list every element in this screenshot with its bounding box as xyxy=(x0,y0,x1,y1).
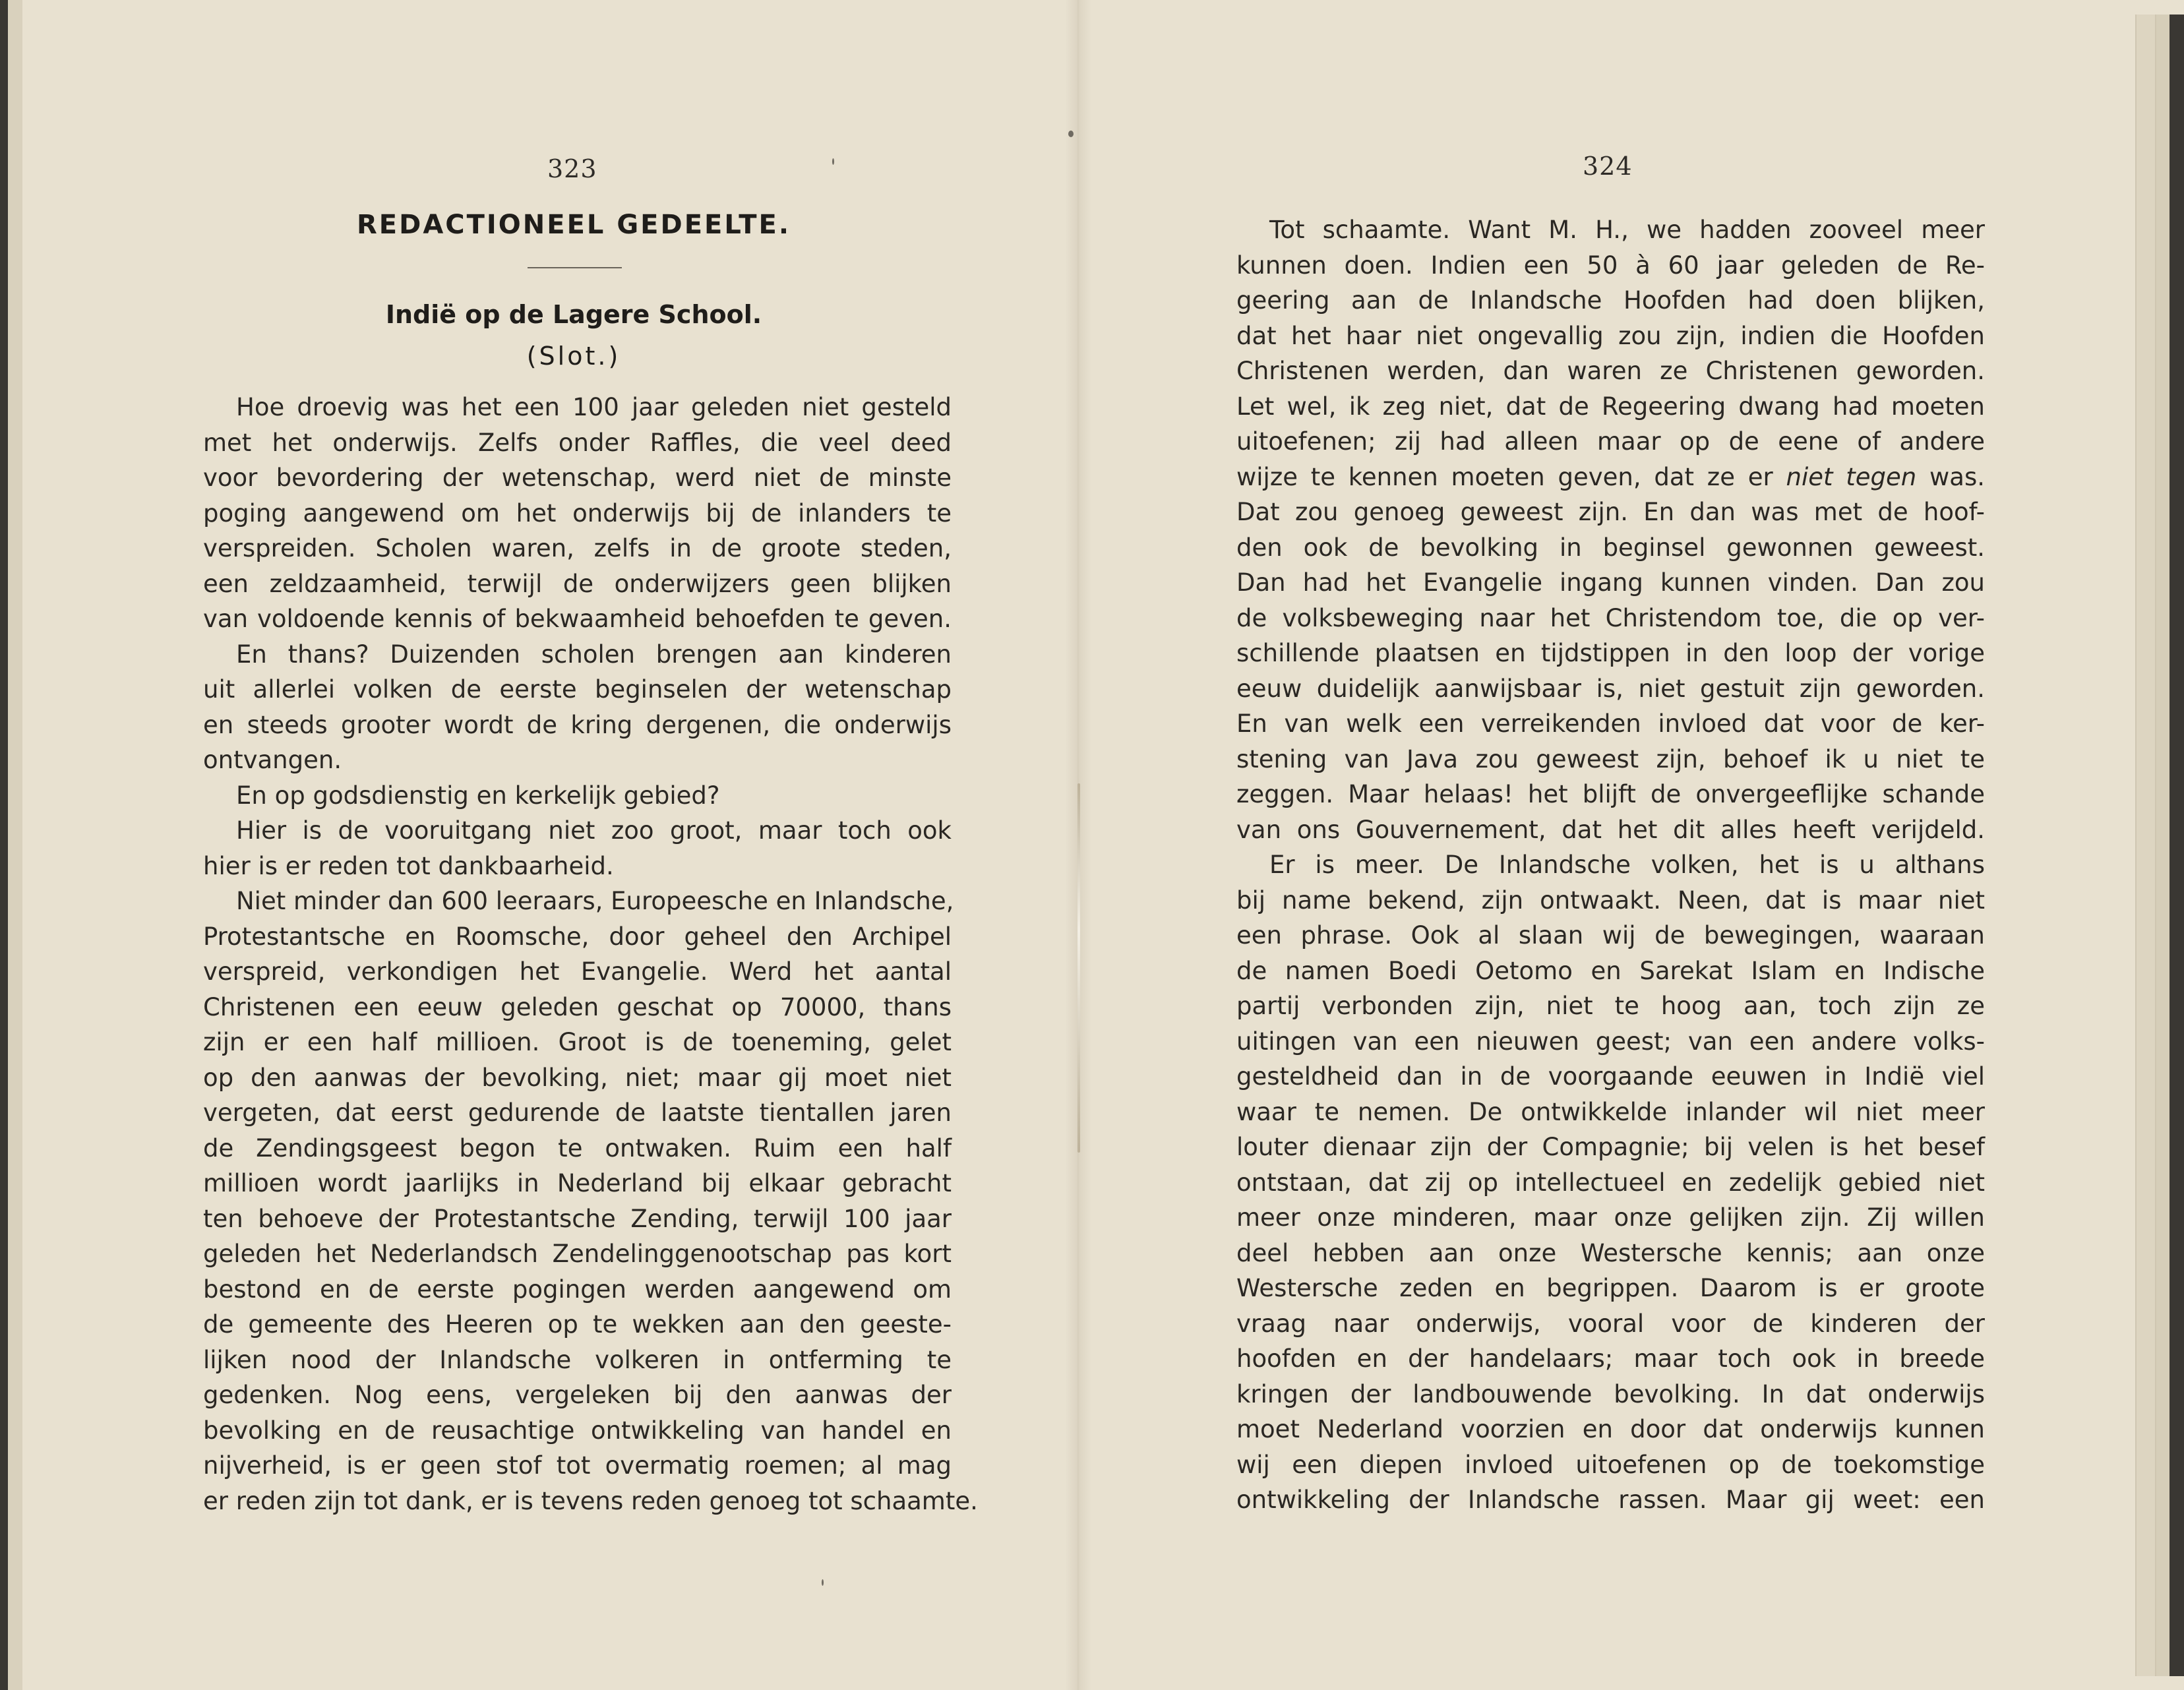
text-line: op den aanwas der bevolking, niet; maar gij moet niet xyxy=(203,1063,952,1092)
text-line: van ons Gouvernement, dat het dit alles heeft verijdeld. xyxy=(1236,815,1985,844)
section-heading: REDACTIONEEL GEDEELTE. xyxy=(356,210,791,240)
text-line-with-emphasis xyxy=(1236,460,1985,495)
text-line: Protestantsche en Roomsche, door geheel den Archipel xyxy=(203,922,952,951)
page-number-right: 324 xyxy=(1583,152,1633,181)
text-line: meer onze minderen, maar onze gelijken zijn. Zij willen xyxy=(1236,1203,1985,1232)
text-line: schillende plaatsen en tijdstippen in den loop der vorige xyxy=(1236,639,1985,667)
text-line: Hoe droevig was het een 100 jaar geleden niet gesteld xyxy=(236,393,952,421)
text-line: hier is er reden tot dankbaarheid. xyxy=(203,851,614,880)
right-page-text xyxy=(1236,212,1985,1518)
page-edges xyxy=(2135,15,2156,1676)
text-line: den ook de bevolking in beginsel gewonnen geweest. xyxy=(1236,533,1985,562)
text-line: louter dienaar zijn der Compagnie; bij velen is het besef xyxy=(1236,1133,1985,1161)
left-page-text xyxy=(203,390,978,1519)
text-line: hoofden en der handelaars; maar toch ook in breede xyxy=(1236,1344,1985,1373)
text-line: geleden het Nederlandsch Zendelinggenootschap pas kort xyxy=(203,1240,952,1268)
text-line: kunnen doen. Indien een 50 à 60 jaar geleden de Re- xyxy=(1236,251,1985,280)
text-line: En op godsdienstig en kerkelijk gebied? xyxy=(236,781,720,810)
text-line: wij een diepen invloed uitoefenen op de toekomstige xyxy=(1236,1450,1985,1479)
text-fragment: wijze te kennen moeten geven, dat ze er xyxy=(1236,462,1773,491)
text-line: dat het haar niet ongevallig zou zijn, indien die Hoofden xyxy=(1236,321,1985,350)
text-line: stening van Java zou geweest zijn, behoef ik u niet te xyxy=(1236,744,1985,773)
text-line: voor bevordering der wetenschap, werd niet de minste xyxy=(203,464,952,492)
text-line: zeggen. Maar helaas! het blijft de onvergeeflijke schande xyxy=(1236,780,1985,808)
article-subtitle: (Slot.) xyxy=(526,342,621,371)
text-line: er reden zijn tot dank, er is tevens reden genoeg tot schaamte. xyxy=(203,1486,978,1515)
text-line: nijverheid, is er geen stof tot overmatig roemen; al mag xyxy=(203,1451,952,1480)
text-line: bestond en de eerste pogingen werden aangewend om xyxy=(203,1275,952,1304)
page-edges-inner xyxy=(2155,15,2171,1676)
text-line: met het onderwijs. Zelfs onder Raffles, die veel deed xyxy=(203,428,952,457)
text-line: ontvangen. xyxy=(203,746,342,774)
text-line: de gemeente des Heeren op te wekken aan den geeste- xyxy=(203,1310,952,1339)
paper-speck xyxy=(1068,131,1074,137)
text-line: ontstaan, dat zij op intellectueel en zedelijk gebied niet xyxy=(1236,1168,1985,1197)
text-line: Christenen een eeuw geleden geschat op 70000, thans xyxy=(203,992,952,1021)
article-title: Indië op de Lagere School. xyxy=(385,300,762,329)
text-line: een zeldzaamheid, terwijl de onderwijzers geen blijken xyxy=(203,569,952,598)
text-line: Let wel, ik zeg niet, dat de Regeering dwang had moeten xyxy=(1236,392,1985,421)
text-line: en steeds grooter wordt de kring dergenen, die onderwijs xyxy=(203,710,952,739)
text-line: uit allerlei volken de eerste beginselen der wetenschap xyxy=(203,675,952,704)
text-line: Dan had het Evangelie ingang kunnen vinden. Dan zou xyxy=(1236,568,1985,597)
text-line: En van welk een verreikenden invloed dat voor de ker- xyxy=(1236,709,1985,738)
text-line: uitingen van een nieuwen geest; van een andere volks- xyxy=(1236,1027,1985,1056)
text-fragment: was. xyxy=(1929,462,1985,491)
text-line: bij name bekend, zijn ontwaakt. Neen, dat is maar niet xyxy=(1236,886,1985,915)
text-line: Hier is de vooruitgang niet zoo groot, maar toch ook xyxy=(236,816,952,845)
text-line: Niet minder dan 600 leeraars, Europeesche en Inlandsche, xyxy=(236,887,954,915)
text-line: de volksbeweging naar het Christendom toe, die op ver- xyxy=(1236,603,1985,632)
text-line: eeuw duidelijk aanwijsbaar is, niet gestuit zijn geworden. xyxy=(1236,674,1985,703)
text-line: kringen der landbouwende bevolking. In dat onderwijs xyxy=(1236,1379,1985,1408)
heading-divider xyxy=(528,267,622,268)
paper-speck xyxy=(822,1579,824,1586)
text-line: een phrase. Ook al slaan wij de bewegingen, waaraan xyxy=(1236,921,1985,950)
text-line: gedenken. Nog eens, vergeleken bij den aanwas der xyxy=(203,1381,952,1409)
text-line: partij verbonden zijn, niet te hoog aan, toch zijn ze xyxy=(1236,992,1985,1020)
text-line: deel hebben aan onze Westersche kennis; aan onze xyxy=(1236,1238,1985,1267)
text-line: Westersche zeden en begrippen. Daarom is er groote xyxy=(1236,1274,1985,1302)
text-line: ten behoeve der Protestantsche Zending, terwijl 100 jaar xyxy=(203,1204,952,1233)
paper-speck xyxy=(832,158,834,165)
text-line: zijn er een half millioen. Groot is de toeneming, gelet xyxy=(203,1028,952,1056)
text-line: bevolking en de reusachtige ontwikkeling van handel en xyxy=(203,1416,952,1445)
text-line: de Zendingsgeest begon te ontwaken. Ruim een half xyxy=(203,1133,952,1162)
text-line: verspreid, verkondigen het Evangelie. Werd het aantal xyxy=(203,957,952,986)
text-line: Christenen werden, dan waren ze Christenen geworden. xyxy=(1236,357,1985,385)
text-line: waar te nemen. De ontwikkelde inlander wil niet meer xyxy=(1236,1097,1985,1126)
emphasized-text: niet tegen xyxy=(1786,462,1917,491)
text-line: van voldoende kennis of bekwaamheid behoefden te geven. xyxy=(203,605,952,633)
text-line: Er is meer. De Inlandsche volken, het is u althans xyxy=(1269,851,1985,879)
text-line: lijken nood der Inlandsche volkeren in ontferming te xyxy=(203,1345,952,1374)
text-line: moet Nederland voorzien en door dat onderwijs kunnen xyxy=(1236,1415,1985,1443)
text-line: de namen Boedi Oetomo en Sarekat Islam en Indische xyxy=(1236,956,1985,985)
text-line: poging aangewend om het onderwijs bij de inlanders te xyxy=(203,498,952,528)
left-page-edge xyxy=(0,0,22,1690)
background-edge xyxy=(2169,15,2184,1676)
text-line: En thans? Duizenden scholen brengen aan kinderen xyxy=(236,640,952,669)
text-line: Tot schaamte. Want M. H., we hadden zooveel meer xyxy=(1269,216,1985,244)
text-line: vergeten, dat eerst gedurende de laatste tientallen jaren xyxy=(203,1099,952,1127)
text-line: uitoefenen; zij had alleen maar op de eene of andere xyxy=(1236,427,1985,456)
text-line: gesteldheid dan in de voorgaande eeuwen in Indië viel xyxy=(1236,1062,1985,1091)
binding-staple xyxy=(1077,783,1080,1153)
text-line: verspreiden. Scholen waren, zelfs in de groote steden, xyxy=(203,534,952,562)
page-number-left: 323 xyxy=(547,154,597,183)
text-line: ontwikkeling der Inlandsche rassen. Maar gij weet: een xyxy=(1236,1486,1985,1514)
text-line: geering aan de Inlandsche Hoofden had doen blijken, xyxy=(1236,286,1985,315)
text-line: vraag naar onderwijs, vooral voor de kinderen der xyxy=(1236,1309,1985,1338)
text-line: Dat zou genoeg geweest zijn. En dan was met de hoof- xyxy=(1236,498,1985,526)
text-line: millioen wordt jaarlijks in Nederland bij elkaar gebracht xyxy=(203,1169,952,1197)
